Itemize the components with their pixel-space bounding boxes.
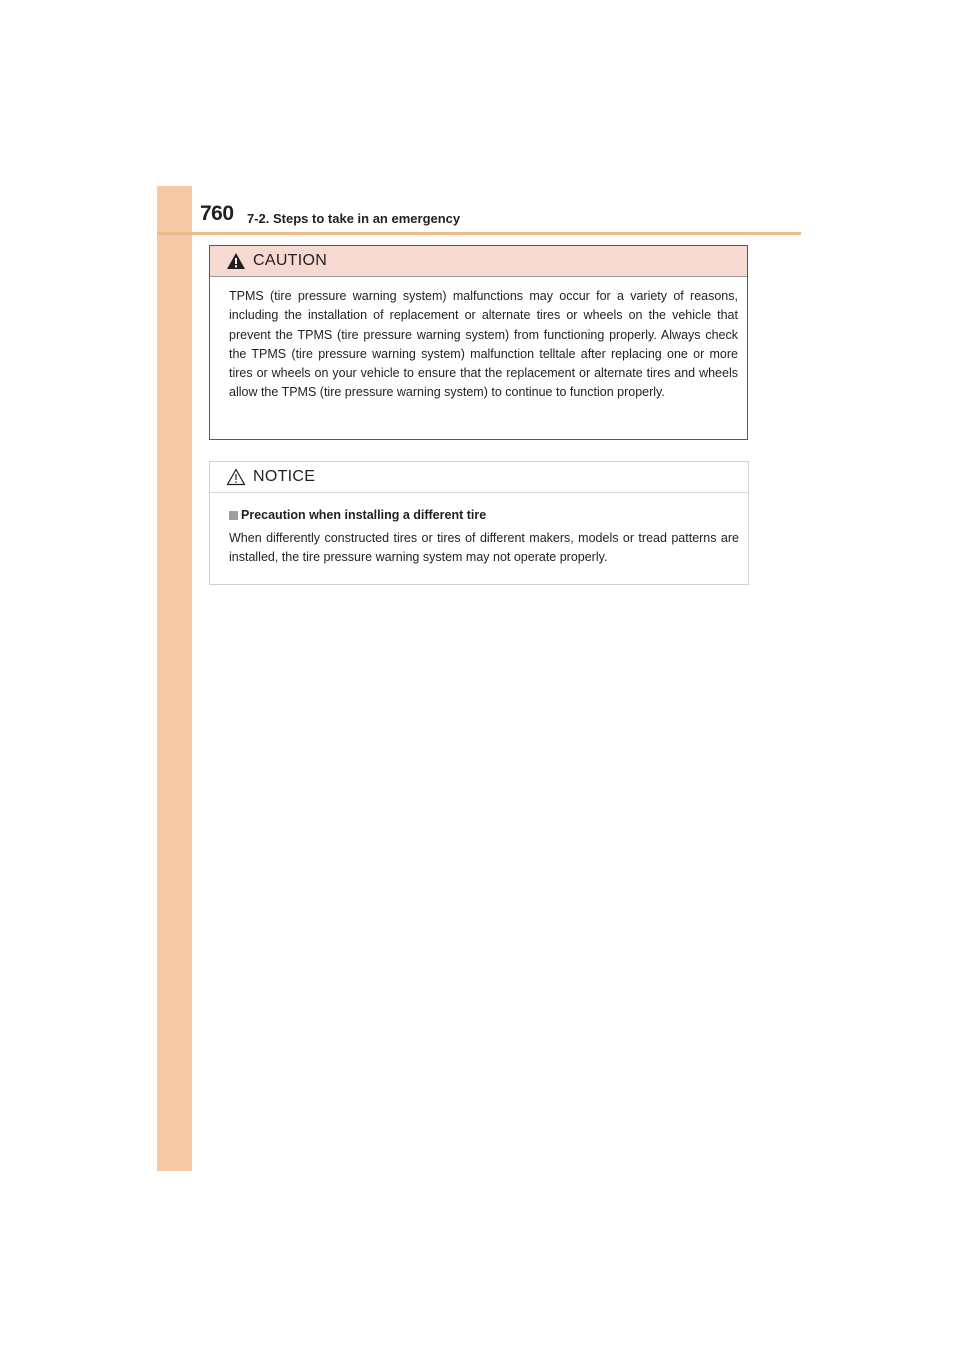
notice-subheading	[229, 506, 739, 525]
notice-text: When differently constructed tires or tires of different makers, models or tread patterns are installed, the tire pressure warning system may not operate properly.	[229, 531, 739, 565]
caution-header	[210, 246, 747, 277]
warning-triangle-filled-icon	[226, 252, 246, 270]
page-number: 760	[200, 202, 234, 225]
caution-label: CAUTION	[253, 252, 328, 269]
caution-text: TPMS (tire pressure warning system) malfunctions may occur for a variety of reasons, including the installation of replacement or alternate tires or wheels on the vehicle that prevent the TPMS (tire pressure warning system) from functioning properly. Always check the TPMS (tire pressure warning system) malfunction telltale after replacing one or more tires or wheels on your vehicle to ensure that the replacement or alternate tires and wheels allow the TPMS (tire pressure warning system) to continue to function properly.	[229, 289, 738, 400]
chapter-side-tab	[157, 186, 192, 1171]
notice-header	[210, 462, 748, 493]
warning-triangle-outline-icon	[226, 468, 246, 486]
notice-box	[209, 461, 749, 585]
caution-box	[209, 245, 748, 440]
section-title: 7-2. Steps to take in an emergency	[247, 211, 461, 226]
notice-label: NOTICE	[253, 468, 316, 485]
header-rule	[157, 232, 801, 235]
bullet-square-icon	[229, 511, 238, 520]
notice-subheading-text: Precaution when installing a different tire	[241, 508, 487, 522]
